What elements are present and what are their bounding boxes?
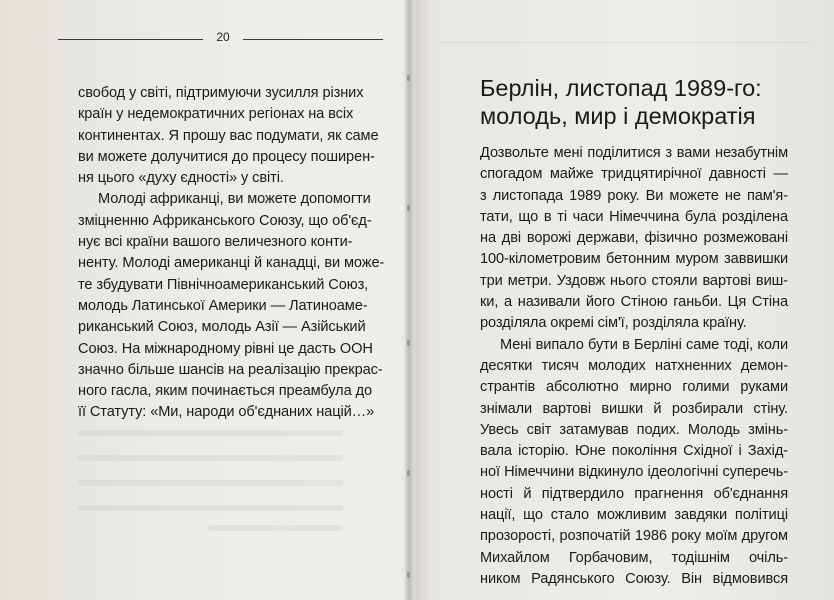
text-line: Мені випало бути в Берліні саме тоді, коли bbox=[500, 336, 788, 353]
text-line: на дві ворожі держави, фізично розмежовані bbox=[480, 230, 788, 247]
text-line: ви можете долучитися до процесу поширен- bbox=[78, 148, 375, 165]
text-line: странтів абсолютно мирно голими руками bbox=[480, 379, 788, 396]
text-line: Союз. На міжнародному рівні це дасть ООН bbox=[78, 340, 373, 357]
text-line: ником Радянського Союзу. Він відмовився bbox=[480, 570, 788, 587]
text-line: Дозвольте мені поділитися з вами незабутнім bbox=[480, 145, 788, 161]
text-line: спогадом майже тридцятирічної давності — bbox=[480, 166, 788, 183]
text-line: те збудувати Північноамериканський Союз, bbox=[78, 276, 369, 293]
bleed-through bbox=[78, 455, 343, 461]
text-line: вала історію. Юне покоління Східної і Захід- bbox=[480, 443, 788, 460]
text-line: нації, що стало можливим завдяки політиці bbox=[480, 507, 788, 524]
bleed-through bbox=[78, 430, 343, 436]
right-page bbox=[410, 0, 830, 600]
heading-line: Берлін, листопад 1989-го: bbox=[480, 75, 762, 101]
left-page bbox=[8, 0, 408, 600]
chapter-heading bbox=[480, 74, 762, 130]
text-line: десятки тисяч молодих натхненних демон- bbox=[480, 357, 788, 374]
text-line: країн у недемократичних регіонах на всіх bbox=[78, 106, 354, 123]
text-line: ня цього «духу єдності» у світі. bbox=[78, 170, 284, 187]
left-body-text bbox=[78, 83, 385, 424]
text-line: свобод у світі, підтримуючи зусилля різних bbox=[78, 85, 364, 101]
text-line: континентах. Я прошу вас подумати, як саме bbox=[78, 127, 379, 144]
header-rule-left bbox=[58, 39, 203, 40]
right-body-text bbox=[480, 143, 788, 590]
text-line: її Статуту: «Ми, народи об'єднаних націй…» bbox=[78, 404, 375, 421]
bleed-through bbox=[208, 525, 343, 531]
text-line: молодь Латинської Америки — Латиноаме- bbox=[78, 297, 368, 314]
bleed-through bbox=[78, 505, 343, 511]
text-line: ної Німеччини відкинуло ідеологічні суперечь- bbox=[480, 464, 788, 481]
text-line: Молоді африканці, ви можете допомогти bbox=[98, 191, 371, 208]
heading-line: молодь, мир і демократія bbox=[480, 103, 756, 129]
text-line: значно більше шансів на реалізацію прекрас- bbox=[78, 361, 383, 378]
text-line: три метри. Уздовж нього стояли вартові виш- bbox=[480, 272, 788, 289]
text-line: нує всі країни вашого величезного конти- bbox=[78, 234, 353, 251]
text-line: розділяла окремі сім'ї, розділяла країну. bbox=[480, 315, 747, 332]
bleed-through bbox=[78, 480, 343, 486]
header-bleed-through bbox=[440, 42, 810, 43]
text-line: ненту. Молоді американці й канадці, ви може- bbox=[78, 255, 385, 272]
text-line: Увесь світ затамував подих. Молодь змінь- bbox=[480, 421, 788, 438]
text-line: ності й підтвердило прагнення об'єднання bbox=[480, 485, 788, 502]
text-line: риканський Союз, молодь Азії — Азійський bbox=[78, 319, 366, 336]
text-line: прозорості, розпочатій 1986 року моїм другом bbox=[480, 528, 788, 545]
text-line: знімали вартові вишки й розбирали стіну. bbox=[480, 400, 788, 417]
page-number: 20 bbox=[216, 30, 230, 44]
text-line: ного гасла, яким починається преамбула до bbox=[78, 383, 373, 400]
text-line: 100-кілометровим бетонним муром заввишки bbox=[480, 251, 788, 268]
text-line: Михайлом Горбачовим, тодішнім очіль- bbox=[480, 549, 788, 566]
text-line: з листопада 1989 року. Ви можете не пам'я- bbox=[480, 187, 788, 204]
text-line: ки, а називали його Стіною ганьби. Ця Стіна bbox=[480, 294, 788, 311]
text-line: тати, що в ті часи Німеччина була розділена bbox=[480, 208, 788, 225]
text-line: зміцненню Африканського Союзу, що об'єд- bbox=[78, 212, 372, 229]
header-rule-right bbox=[243, 39, 383, 40]
